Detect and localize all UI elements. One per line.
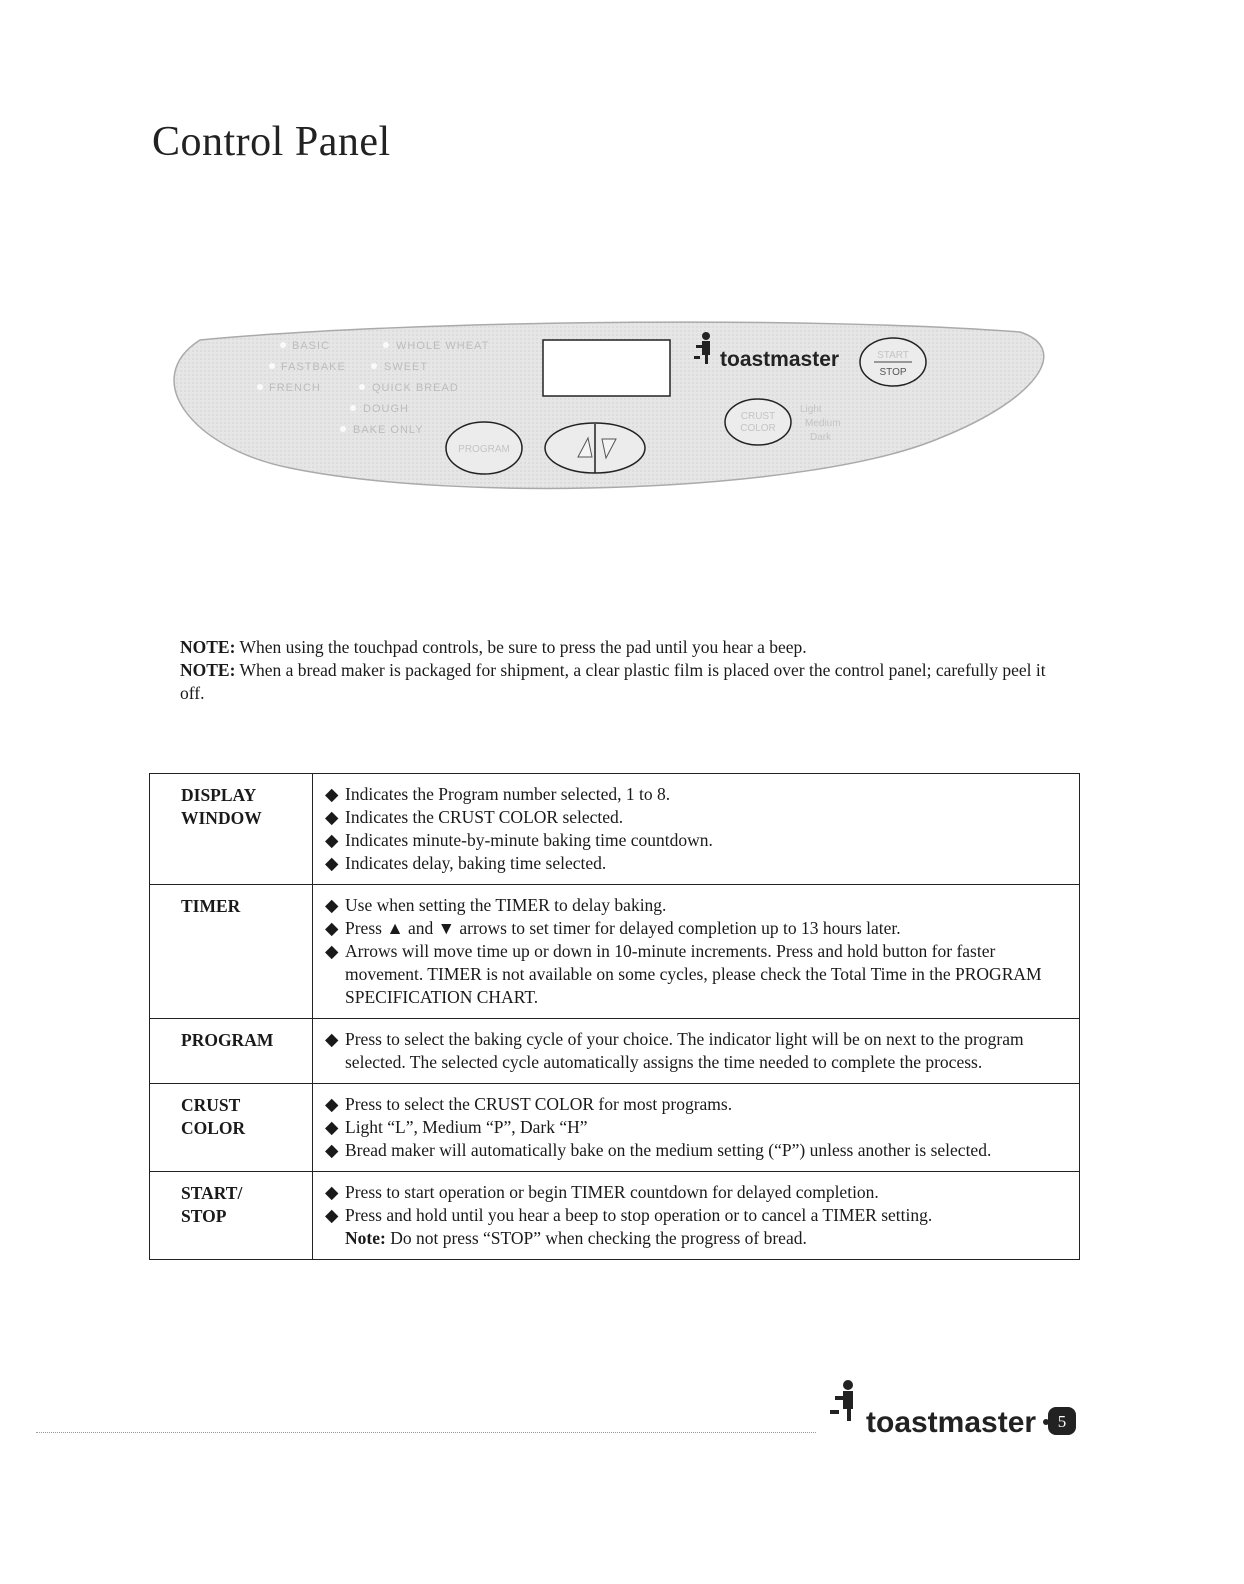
footer-brand [826,1376,1086,1446]
crust-level-dark: Dark [810,432,832,443]
list-item: ◆ Press to start operation or begin TIMER countdown for delayed completion. [325,1182,879,1202]
diamond-bullet-icon: ◆ [325,830,339,850]
control-panel-illustration [160,318,1060,508]
table-row-start-stop [150,1172,1080,1260]
list-item: ◆ Arrows will move time up or down in 10-minute increments. Press and hold button for faster movement. TIMER is not available on some cycles, please check the Total Time in the PROGRAM SPECIFICATION CHART. [325,941,1042,1007]
crust-level-light: Light [800,404,822,415]
list-item: ◆ Indicates delay, baking time selected. [325,853,607,873]
list-item: ◆ Press and hold until you hear a beep to stop operation or to cancel a TIMER setting. [325,1205,933,1225]
list-item: ◆ Indicates the Program number selected, 1 to 8. [325,784,671,804]
list-item: ◆ Bread maker will automatically bake on the medium setting (“P”) unless another is selected. [325,1140,992,1160]
program-label-basic: BASIC [292,340,331,352]
row-description [313,1019,1080,1084]
diamond-bullet-icon: ◆ [325,807,339,827]
row-label: TIMER [150,885,313,1019]
list-item: ◆ Indicates the CRUST COLOR selected. [325,807,624,827]
stop-label: STOP [879,367,907,378]
panel-brand-name: toastmaster [720,348,840,371]
list-item: ◆ Press to select the baking cycle of your choice. The indicator light will be on next to the program selected. The selected cycle automatically assigns the time needed to complete the process. [325,1029,1024,1072]
diamond-bullet-icon: ◆ [325,853,339,873]
table-row-display-window [150,774,1080,885]
list-item: ◆ Press ▲ and ▼ arrows to set timer for delayed completion up to 13 hours later. [325,918,901,938]
diamond-bullet-icon: ◆ [325,784,339,804]
arrow-buttons[interactable] [545,423,645,473]
list-item: ◆ Indicates minute-by-minute baking time countdown. [325,830,713,850]
program-label-fastbake: FASTBAKE [281,361,346,373]
row-description [313,1172,1080,1260]
list-item: ◆ Use when setting the TIMER to delay baking. [325,895,667,915]
row-description [313,1084,1080,1172]
diamond-bullet-icon: ◆ [325,1205,339,1225]
program-label-bake-only: BAKE ONLY [353,424,424,436]
table-row-timer [150,885,1080,1019]
start-stop-button[interactable] [860,338,926,386]
footer-dotted-rule [36,1432,816,1433]
row-label: PROGRAM [150,1019,313,1084]
row-description [313,885,1080,1019]
display-window [543,340,670,396]
page-title: Control Panel [152,119,391,165]
diamond-bullet-icon: ◆ [325,895,339,915]
list-item: ◆ Press to select the CRUST COLOR for most programs. [325,1094,733,1114]
program-button-label: PROGRAM [458,444,510,455]
stop-note: Note: Do not press “STOP” when checking the progress of bread. [345,1228,807,1248]
chef-logo-icon [830,1380,853,1421]
row-label: CRUST COLOR [150,1084,313,1172]
crust-label-line2: COLOR [740,423,776,434]
program-label-quick-bread: QUICK BREAD [372,382,459,394]
program-label-whole-wheat: WHOLE WHEAT [396,340,490,352]
program-label-sweet: SWEET [384,361,429,373]
control-panel-svg [160,318,1060,508]
list-item: ◆ Light “L”, Medium “P”, Dark “H” [325,1117,588,1137]
row-label: DISPLAY WINDOW [150,774,313,885]
row-label: START/ STOP [150,1172,313,1260]
diamond-bullet-icon: ◆ [325,1117,339,1137]
diamond-bullet-icon: ◆ [325,1094,339,1114]
page-number: 5 [1057,1412,1067,1431]
crust-color-button[interactable] [725,399,791,445]
note-shipment-1: NOTE: When using the touchpad controls, be sure to press the pad until you hear a beep. [180,637,807,657]
note-shipment-2: NOTE: When a bread maker is packaged for shipment, a clear plastic film is placed over the control panel; carefully peel it off. [180,660,1046,703]
table-row-program [150,1019,1080,1084]
table-row-crust-color [150,1084,1080,1172]
diamond-bullet-icon: ◆ [325,918,339,938]
notes-section [180,636,1070,705]
program-button[interactable] [446,422,522,474]
start-label: START [877,350,909,361]
crust-level-medium: Medium [805,418,841,429]
diamond-bullet-icon: ◆ [325,941,339,961]
footer-brand-name: toastmaster [866,1406,1037,1439]
diamond-bullet-icon: ◆ [325,1140,339,1160]
diamond-bullet-icon: ◆ [325,1029,339,1049]
row-description [313,774,1080,885]
program-label-dough: DOUGH [363,403,409,415]
crust-label-line1: CRUST [740,411,776,422]
program-label-french: FRENCH [269,382,321,394]
control-spec-table [149,773,1080,1260]
diamond-bullet-icon: ◆ [325,1182,339,1202]
